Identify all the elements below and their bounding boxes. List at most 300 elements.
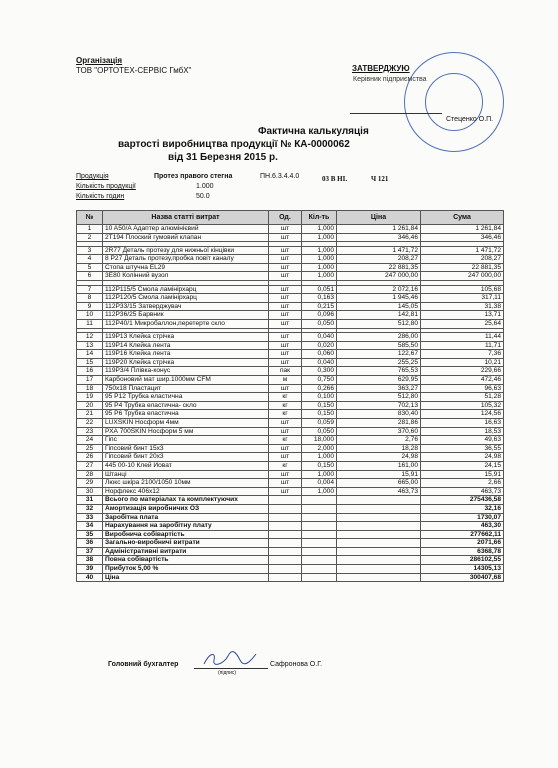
row-number: 9: [77, 302, 103, 311]
row-price: 629,95: [337, 376, 421, 385]
organization-name: ТОВ "ОРТОТЕХ-СЕРВІС ГмбХ": [76, 66, 192, 75]
row-price: 346,46: [337, 233, 421, 242]
row-quantity: 0,150: [302, 401, 337, 410]
table-row: [77, 487, 504, 496]
table-row: [77, 444, 504, 453]
row-name: 95 Р4 Трубка еластична- скло: [103, 401, 269, 410]
row-sum: 13,71: [421, 311, 504, 320]
row-sum: 15,91: [421, 470, 504, 479]
row-unit: шт: [269, 311, 302, 320]
row-sum: 36,55: [421, 444, 504, 453]
row-sum: 49,63: [421, 436, 504, 445]
row-sum: 32,16: [421, 504, 504, 513]
row-name: 119Р20 Клейка стрічка: [103, 358, 269, 367]
row-unit: шт: [269, 479, 302, 488]
row-unit: шт: [269, 384, 302, 393]
row-number: 16: [77, 367, 103, 376]
row-number: 6: [77, 272, 103, 281]
row-quantity: 1,000: [302, 487, 337, 496]
row-name: Карбоновий мат шир.1000мм СFМ: [103, 376, 269, 385]
row-quantity: 0,040: [302, 358, 337, 367]
row-quantity: 0,163: [302, 294, 337, 303]
doc-subtitle: вартості виробництва продукції № КА-0000062: [118, 139, 350, 150]
row-price: 830,40: [337, 410, 421, 419]
row-sum: 105,32: [421, 401, 504, 410]
row-sum: 463,73: [421, 487, 504, 496]
row-unit: шт: [269, 246, 302, 255]
table-header-row: [77, 211, 504, 225]
qty-value: 1.000: [196, 183, 214, 190]
row-quantity: 0,266: [302, 384, 337, 393]
row-price: 145,05: [337, 302, 421, 311]
row-unit: [269, 565, 302, 574]
row-quantity: [302, 496, 337, 505]
row-number: 4: [77, 255, 103, 264]
table-row: [77, 341, 504, 350]
row-name: Всього по матеріалах та комплектуючих: [103, 496, 269, 505]
row-unit: пак: [269, 367, 302, 376]
row-quantity: 0,060: [302, 350, 337, 359]
row-price: 463,73: [337, 487, 421, 496]
row-sum: 463,30: [421, 522, 504, 531]
row-quantity: 0,050: [302, 319, 337, 328]
row-name: 445 00-10 Клей Йоват: [103, 461, 269, 470]
row-number: 24: [77, 436, 103, 445]
accountant-name: Сафронова О.Г.: [270, 661, 323, 668]
row-price: 1 261,84: [337, 225, 421, 234]
row-quantity: 1,000: [302, 246, 337, 255]
table-row: [77, 479, 504, 488]
row-price: 22 881,35: [337, 263, 421, 272]
row-number: 10: [77, 311, 103, 320]
accountant-signature-line: [194, 668, 268, 669]
col-name: Назва статті витрат: [103, 211, 269, 225]
row-unit: [269, 556, 302, 565]
row-number: 18: [77, 384, 103, 393]
row-sum: 105,68: [421, 285, 504, 294]
row-unit: шт: [269, 285, 302, 294]
table-row: [77, 461, 504, 470]
doc-title: Фактична калькуляція: [258, 126, 369, 137]
row-sum: 286102,55: [421, 556, 504, 565]
row-number: 23: [77, 427, 103, 436]
table-row: [77, 556, 504, 565]
row-quantity: 1,000: [302, 225, 337, 234]
row-number: 3: [77, 246, 103, 255]
table-row: [77, 453, 504, 462]
row-quantity: 2,000: [302, 444, 337, 453]
row-name: 2R77 Деталь протезу для нижньої кінцівки: [103, 246, 269, 255]
row-price: 2,76: [337, 436, 421, 445]
row-name: Нарахування на заробітну плату: [103, 522, 269, 531]
row-sum: 275436,58: [421, 496, 504, 505]
row-name: 112Р36/25 Барвник: [103, 311, 269, 320]
row-price: [337, 496, 421, 505]
row-quantity: [302, 513, 337, 522]
row-number: 32: [77, 504, 103, 513]
row-number: 40: [77, 573, 103, 582]
row-unit: [269, 539, 302, 548]
row-price: 15,91: [337, 470, 421, 479]
row-unit: [269, 530, 302, 539]
row-number: 29: [77, 479, 103, 488]
row-name: 112Р120/5 Смола ламінірхарц: [103, 294, 269, 303]
row-name: 112Р33/15 Затверджувач: [103, 302, 269, 311]
row-number: 1: [77, 225, 103, 234]
row-unit: [269, 573, 302, 582]
row-price: [337, 504, 421, 513]
row-name: Прибуток 5,00 %: [103, 565, 269, 574]
row-quantity: 0,004: [302, 479, 337, 488]
row-unit: м: [269, 376, 302, 385]
product-value: Протез правого стегна: [154, 173, 233, 180]
row-unit: шт: [269, 453, 302, 462]
row-name: 119Р14 Клейка лента: [103, 341, 269, 350]
row-sum: 24,98: [421, 453, 504, 462]
row-sum: 208,27: [421, 255, 504, 264]
table-row: [77, 418, 504, 427]
row-name: 119Р13 Клейка стрічка: [103, 333, 269, 342]
row-price: [337, 547, 421, 556]
row-number: 39: [77, 565, 103, 574]
row-quantity: 0,215: [302, 302, 337, 311]
row-name: 112Р115/5 Смола ламінірхарц: [103, 285, 269, 294]
row-unit: шт: [269, 333, 302, 342]
row-sum: 1 471,72: [421, 246, 504, 255]
col-number: №: [77, 211, 103, 225]
row-sum: 1730,07: [421, 513, 504, 522]
row-number: 37: [77, 547, 103, 556]
row-price: 702,13: [337, 401, 421, 410]
row-price: 1 471,72: [337, 246, 421, 255]
row-price: 1 945,46: [337, 294, 421, 303]
row-price: 208,27: [337, 255, 421, 264]
table-row: [77, 233, 504, 242]
row-sum: 1 261,84: [421, 225, 504, 234]
row-quantity: [302, 547, 337, 556]
row-sum: 25,64: [421, 319, 504, 328]
row-name: Стопа штучна EL29: [103, 263, 269, 272]
row-quantity: 0,020: [302, 341, 337, 350]
row-price: 370,60: [337, 427, 421, 436]
row-number: 30: [77, 487, 103, 496]
row-unit: шт: [269, 444, 302, 453]
row-sum: 96,63: [421, 384, 504, 393]
row-sum: 51,28: [421, 393, 504, 402]
row-name: 112Р40/1 Микробаллон,перетерте скло: [103, 319, 269, 328]
table-row: [77, 401, 504, 410]
row-number: 7: [77, 285, 103, 294]
handwritten-code: 03 В НІ.: [322, 175, 348, 183]
row-quantity: 0,050: [302, 427, 337, 436]
row-number: 14: [77, 350, 103, 359]
row-sum: 22 881,35: [421, 263, 504, 272]
row-number: 28: [77, 470, 103, 479]
row-name: 119Р3/4 Плівка-конус: [103, 367, 269, 376]
row-unit: кг: [269, 461, 302, 470]
row-quantity: 0,150: [302, 461, 337, 470]
table-row: [77, 436, 504, 445]
row-name: 95 Р6 Трубка еластична: [103, 410, 269, 419]
row-name: Штанці: [103, 470, 269, 479]
row-number: 34: [77, 522, 103, 531]
row-price: [337, 522, 421, 531]
table-row: [77, 470, 504, 479]
row-unit: шт: [269, 470, 302, 479]
row-name: Гіпсовий бинт 15х3: [103, 444, 269, 453]
row-sum: 472,46: [421, 376, 504, 385]
row-number: 17: [77, 376, 103, 385]
row-unit: шт: [269, 319, 302, 328]
row-name: 8 Р27 Деталь протезу,пробка повіт каналу: [103, 255, 269, 264]
row-unit: [269, 504, 302, 513]
row-unit: [269, 496, 302, 505]
row-quantity: 18,000: [302, 436, 337, 445]
row-name: Гіпсовий бинт 20х3: [103, 453, 269, 462]
row-unit: шт: [269, 233, 302, 242]
row-sum: 229,66: [421, 367, 504, 376]
row-price: 18,28: [337, 444, 421, 453]
row-quantity: [302, 565, 337, 574]
row-name: 3E80 Колінний вузол: [103, 272, 269, 281]
row-name: Гіпс: [103, 436, 269, 445]
table-body: [77, 225, 504, 582]
table-row: [77, 225, 504, 234]
row-quantity: 1,000: [302, 255, 337, 264]
row-sum: 6368,78: [421, 547, 504, 556]
table-row: [77, 367, 504, 376]
row-number: 35: [77, 530, 103, 539]
table-row: [77, 427, 504, 436]
row-sum: 11,44: [421, 333, 504, 342]
calculation-table: [76, 210, 504, 582]
row-number: 2: [77, 233, 103, 242]
table-row: [77, 513, 504, 522]
row-unit: [269, 522, 302, 531]
row-unit: шт: [269, 350, 302, 359]
row-unit: шт: [269, 263, 302, 272]
table-row: [77, 358, 504, 367]
row-quantity: 1,000: [302, 453, 337, 462]
row-name: Виробнича собівартість: [103, 530, 269, 539]
row-number: 21: [77, 410, 103, 419]
row-quantity: [302, 556, 337, 565]
col-unit: Од.: [269, 211, 302, 225]
row-quantity: 0,150: [302, 410, 337, 419]
row-unit: шт: [269, 418, 302, 427]
row-price: 512,80: [337, 393, 421, 402]
row-quantity: 0,059: [302, 418, 337, 427]
hours-value: 50.0: [196, 193, 210, 200]
row-unit: кг: [269, 436, 302, 445]
signature-hint: (підпис): [218, 670, 237, 676]
row-unit: шт: [269, 341, 302, 350]
row-unit: кг: [269, 393, 302, 402]
row-number: 36: [77, 539, 103, 548]
row-price: 122,67: [337, 350, 421, 359]
row-price: 585,50: [337, 341, 421, 350]
table-row: [77, 565, 504, 574]
row-price: 286,00: [337, 333, 421, 342]
row-name: Ціна: [103, 573, 269, 582]
row-quantity: 0,750: [302, 376, 337, 385]
row-quantity: 1,000: [302, 470, 337, 479]
row-number: 12: [77, 333, 103, 342]
handwritten-number: Ч 121: [371, 175, 389, 183]
accountant-signature: [200, 650, 260, 668]
row-price: 142,81: [337, 311, 421, 320]
row-unit: кг: [269, 401, 302, 410]
table-row: [77, 384, 504, 393]
product-label: Продукція: [76, 173, 109, 180]
col-price: Ціна: [337, 211, 421, 225]
row-sum: 300407,68: [421, 573, 504, 582]
table-row: [77, 522, 504, 531]
row-quantity: 0,040: [302, 333, 337, 342]
row-sum: 124,56: [421, 410, 504, 419]
table-row: [77, 539, 504, 548]
row-number: 20: [77, 401, 103, 410]
table-row: [77, 504, 504, 513]
row-price: 512,80: [337, 319, 421, 328]
row-unit: шт: [269, 255, 302, 264]
row-price: [337, 565, 421, 574]
table-row: [77, 350, 504, 359]
row-unit: шт: [269, 427, 302, 436]
row-number: 5: [77, 263, 103, 272]
qty-label: Кількість продукції: [76, 183, 136, 190]
row-name: 119Р16 Клейка лента: [103, 350, 269, 359]
row-number: 22: [77, 418, 103, 427]
row-price: 255,25: [337, 358, 421, 367]
table-row: [77, 496, 504, 505]
row-name: 95 Р12 Трубка еластична: [103, 393, 269, 402]
row-quantity: 0,096: [302, 311, 337, 320]
row-unit: шт: [269, 487, 302, 496]
director-name: Стеценко О.П.: [446, 116, 494, 123]
row-price: 765,53: [337, 367, 421, 376]
row-price: 247 000,00: [337, 272, 421, 281]
doc-date: від 31 Березня 2015 р.: [168, 152, 278, 163]
table-row: [77, 319, 504, 328]
row-name: Загально-виробничі витрати: [103, 539, 269, 548]
row-sum: 24,15: [421, 461, 504, 470]
director-label: Керівник підприємства: [353, 76, 427, 83]
row-sum: 31,38: [421, 302, 504, 311]
product-code: ПН.6.3.4.4.0: [260, 173, 300, 180]
table-row: [77, 246, 504, 255]
organization-label: Організація: [76, 56, 123, 65]
row-name: 10 A50/A Адаптер алюмінієвий: [103, 225, 269, 234]
row-number: 8: [77, 294, 103, 303]
table-row: [77, 285, 504, 294]
row-price: 665,00: [337, 479, 421, 488]
row-sum: 2,66: [421, 479, 504, 488]
row-name: Амортизація виробничих ОЗ: [103, 504, 269, 513]
row-price: 2 072,16: [337, 285, 421, 294]
row-number: 11: [77, 319, 103, 328]
row-unit: шт: [269, 302, 302, 311]
table-row: [77, 573, 504, 582]
row-price: 363,27: [337, 384, 421, 393]
row-unit: шт: [269, 225, 302, 234]
row-unit: кг: [269, 410, 302, 419]
row-unit: [269, 513, 302, 522]
row-sum: 16,63: [421, 418, 504, 427]
row-price: 161,00: [337, 461, 421, 470]
row-price: [337, 539, 421, 548]
hours-label: Кількість годин: [76, 193, 125, 200]
row-name: 2Т194 Плоский гумовий клапан: [103, 233, 269, 242]
table-row: [77, 272, 504, 281]
row-name: Норфлекс 406х12: [103, 487, 269, 496]
row-sum: 346,46: [421, 233, 504, 242]
row-price: [337, 573, 421, 582]
approve-label: ЗАТВЕРДЖУЮ: [352, 64, 410, 73]
row-unit: шт: [269, 358, 302, 367]
col-sum: Сума: [421, 211, 504, 225]
row-sum: 7,36: [421, 350, 504, 359]
col-quantity: Кіл-ть: [302, 211, 337, 225]
table-row: [77, 376, 504, 385]
row-price: [337, 556, 421, 565]
table-row: [77, 410, 504, 419]
table-row: [77, 263, 504, 272]
row-number: 26: [77, 453, 103, 462]
row-quantity: 1,000: [302, 272, 337, 281]
row-price: [337, 513, 421, 522]
table-row: [77, 302, 504, 311]
table-row: [77, 530, 504, 539]
row-number: 38: [77, 556, 103, 565]
row-sum: 14305,13: [421, 565, 504, 574]
row-quantity: [302, 504, 337, 513]
row-name: LUXSKIN Носформ 4мм: [103, 418, 269, 427]
table-row: [77, 547, 504, 556]
row-number: 33: [77, 513, 103, 522]
row-sum: 11,71: [421, 341, 504, 350]
table-row: [77, 294, 504, 303]
row-quantity: 0,100: [302, 393, 337, 402]
row-quantity: [302, 539, 337, 548]
row-unit: шт: [269, 272, 302, 281]
row-number: 31: [77, 496, 103, 505]
row-number: 15: [77, 358, 103, 367]
company-stamp: [404, 52, 504, 152]
row-number: 19: [77, 393, 103, 402]
row-sum: 247 000,00: [421, 272, 504, 281]
table-row: [77, 333, 504, 342]
row-sum: 2071,66: [421, 539, 504, 548]
row-quantity: 0,051: [302, 285, 337, 294]
row-quantity: [302, 573, 337, 582]
row-name: Заробітна плата: [103, 513, 269, 522]
table-row: [77, 311, 504, 320]
row-name: Повна собівартість: [103, 556, 269, 565]
row-price: [337, 530, 421, 539]
row-sum: 317,11: [421, 294, 504, 303]
row-sum: 10,21: [421, 358, 504, 367]
row-unit: [269, 547, 302, 556]
row-price: 281,86: [337, 418, 421, 427]
row-quantity: [302, 530, 337, 539]
row-sum: 18,53: [421, 427, 504, 436]
row-name: РХА 700SKIN Носформ 5 мм: [103, 427, 269, 436]
row-number: 27: [77, 461, 103, 470]
row-unit: шт: [269, 294, 302, 303]
row-name: 750х18 Пластацит: [103, 384, 269, 393]
row-quantity: 1,000: [302, 263, 337, 272]
